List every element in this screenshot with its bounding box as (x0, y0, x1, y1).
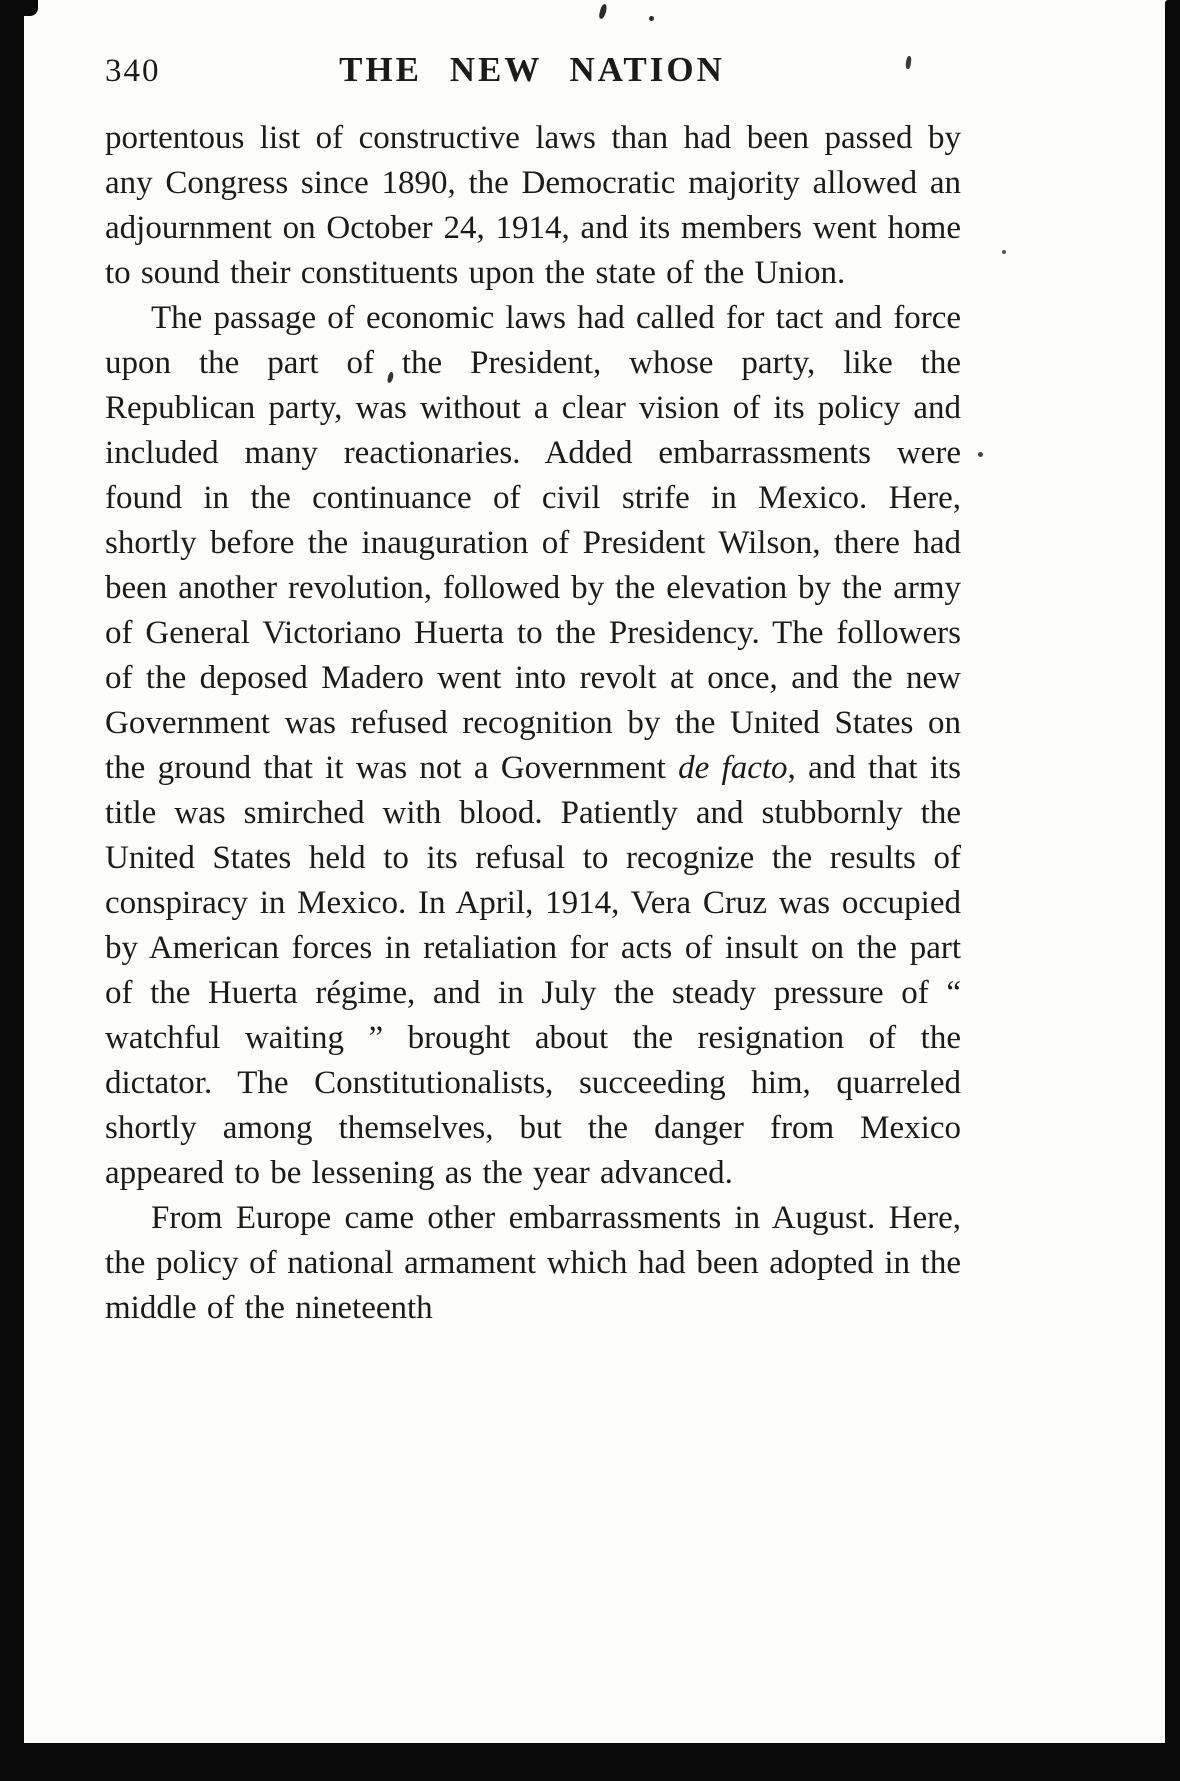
page-header (105, 50, 959, 94)
running-head: THE NEW NATION (339, 50, 725, 89)
body-text: portentous list of constructive laws than had been passed by any Congress since 1890, the Democratic majority allowed an adjournment on October 24, 1914, and its members went home to sound their constituents upon the state of the Union. (105, 120, 961, 291)
paragraph (105, 116, 961, 296)
page-body (105, 116, 961, 1331)
scan-speck (978, 452, 983, 457)
paragraph (105, 1196, 961, 1331)
italic-text: de facto (678, 750, 788, 786)
scan-corner-mark (0, 0, 38, 16)
body-text: The passage of economic laws had called for tact and force upon the part of the President, whose party, like the Republican party, was without a clear vision of its policy and included many reactionaries. Added embarrassments were found in the continuance of civil strife in Mexico. Here, shortly before the inauguration of President Wilson, there had been another revolution, followed by the elevation by the army of General Victoriano Huerta to the Presidency. The followers of the deposed Madero went into revolt at once, and the new Government was refused recognition by the United States on the ground that it was not a Government (105, 300, 961, 786)
scan-edge-bottom (0, 1743, 1180, 1781)
scan-edge-right (1165, 0, 1180, 1781)
scan-speck (1002, 250, 1006, 254)
page-number: 340 (105, 53, 161, 89)
paragraph (105, 296, 961, 1196)
scan-speck (598, 3, 607, 19)
scan-speck (649, 16, 654, 21)
body-text: , and that its title was smirched with blood. Patiently and stubbornly the United States held to its refusal to recognize the results of conspiracy in Mexico. In April, 1914, Vera Cruz was occupied by American forces in retaliation for acts of insult on the part of the Huerta régime, and in July the steady pressure of “ watchful waiting ” brought about the resignation of the dictator. The Constitutionalists, succeeding him, quarreled shortly among themselves, but the danger from Mexico appeared to be lessening as the year advanced. (105, 750, 962, 1191)
scan-edge-left (0, 0, 24, 1781)
body-text: From Europe came other embarrassments in August. Here, the policy of national armament which had been adopted in the middle of the nineteenth (105, 1200, 961, 1326)
